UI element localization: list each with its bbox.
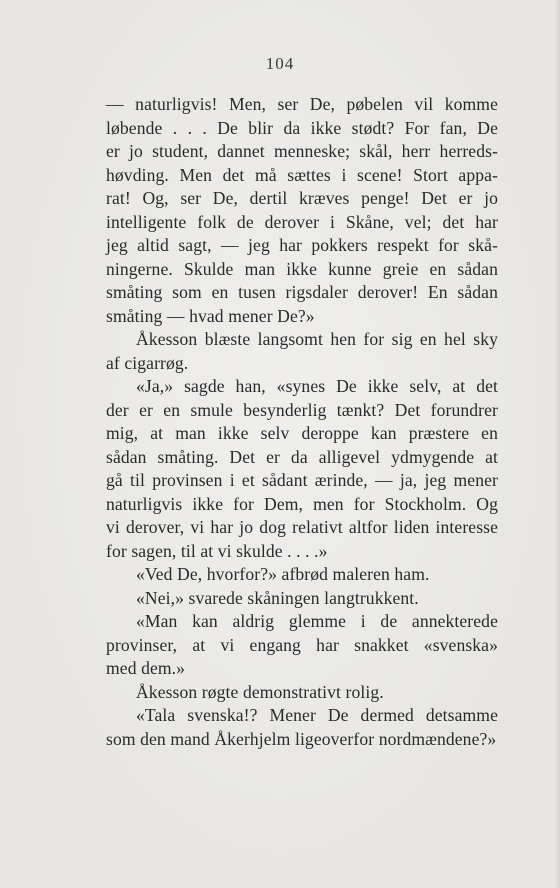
text-line-19: vi derover, vi har jo dog relativt altfor liden interesse (106, 517, 498, 537)
text-line-10: småting — hvad mener De?» (106, 305, 315, 326)
text-line-12: af cigarrøg. (106, 352, 189, 373)
text-line-18: naturligvis ikke for Dem, men for Stockholm. Og (106, 493, 498, 514)
text-line-14: der er en smule besynderlig tænkt? Det forundrer (106, 399, 498, 420)
text-line-16: sådan småting. Det er da alligevel ydmygende at (106, 446, 498, 467)
text-line-11: Åkesson blæste langsomt hen for sig en hel sky (136, 329, 498, 349)
text-line-24: provinser, at vi engang har snakket «svenska» (106, 634, 498, 655)
text-line-8: ningerne. Skulde man ikke kunne greie en sådan (106, 258, 498, 279)
text-line-3: er jo student, dannet menneske; skål, herr herreds- (106, 141, 498, 161)
text-line-23: «Man kan aldrig glemme i de annekterede (136, 611, 498, 631)
text-line-15: mig, at man ikke selv deroppe kan præstere en (106, 423, 498, 443)
text-line-21: «Ved De, hvorfor?» afbrød maleren ham. (136, 564, 430, 584)
page-number: 104 (265, 54, 295, 73)
text-line-22: «Nei,» svarede skåningen langtrukkent. (136, 587, 419, 608)
text-line-7: jeg altid sagt, — jeg har pokkers respekt for skå- (106, 235, 498, 255)
text-line-28: som den mand Åkerhjelm ligeoverfor nordmændene?» (106, 728, 497, 749)
text-line-13: «Ja,» sagde han, «synes De ikke selv, at det (136, 376, 498, 396)
text-line-20: for sagen, til at vi skulde . . . .» (106, 540, 328, 561)
text-line-2: løbende . . . De blir da ikke stødt? For fan, De (106, 117, 498, 138)
text-line-17: gå til provinsen i et sådant ærinde, — ja, jeg mener (106, 470, 498, 490)
text-line-1: — naturligvis! Men, ser De, pøbelen vil komme (106, 94, 498, 114)
text-line-25: med dem.» (106, 658, 186, 678)
text-line-6: intelligente folk de derover i Skåne, vel; det har (106, 211, 498, 232)
text-line-5: rat! Og, ser De, dertil kræves penge! Det er jo (106, 188, 498, 208)
page-edge-shadow (554, 0, 560, 888)
text-line-4: høvding. Men det må sættes i scene! Stort appa- (106, 164, 498, 185)
text-line-9: småting som en tusen rigsdaler derover! En sådan (106, 282, 498, 302)
text-line-27: «Tala svenska!? Mener De dermed detsamme (136, 705, 498, 725)
text-line-26: Åkesson røgte demonstrativt rolig. (136, 681, 384, 702)
body-text (106, 93, 498, 751)
